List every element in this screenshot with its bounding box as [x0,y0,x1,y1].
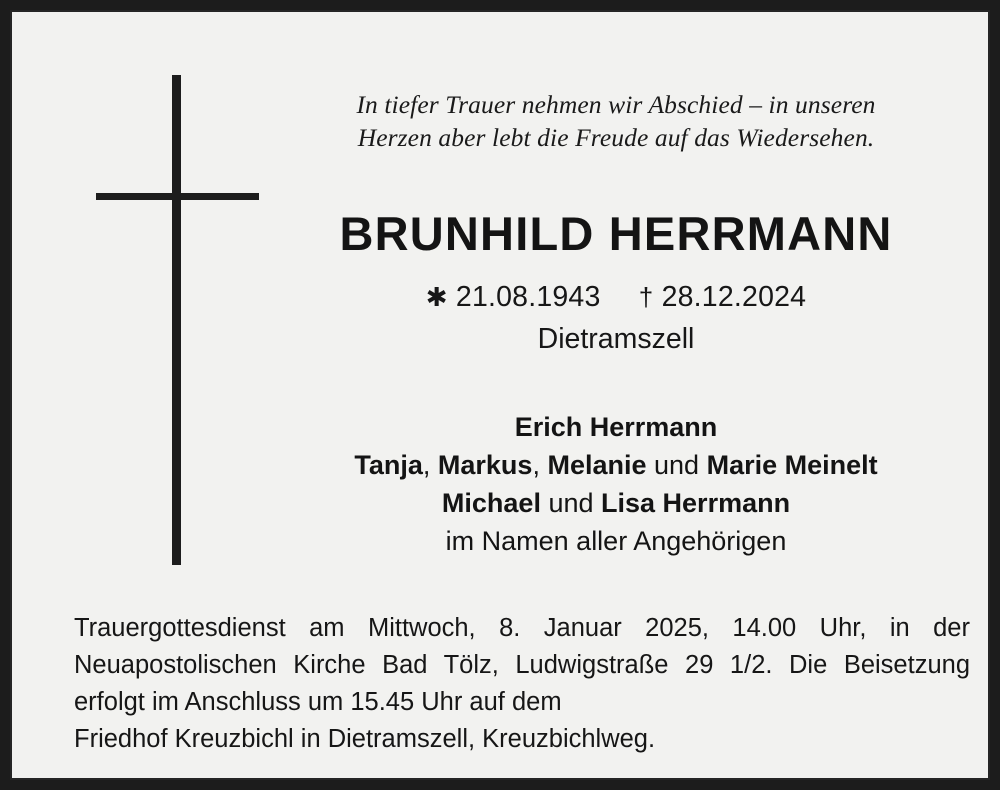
conjunction-2: und [540,488,602,518]
service-text: Trauergottesdienst am Mittwoch, 8. Januar 2025, 14.00 Uhr, in der Neuapostolischen Kirche Bad Tölz, Ludwigstraße 29 1/2. Die Beisetzung erfolgt im Anschluss um 15.45 Uhr auf dem [74,614,970,716]
deceased-name: BRUNHILD HERRMANN [339,207,893,260]
service-text-last-line: Friedhof Kreuzbichl in Dietramszell, Kreuzbichlweg. [74,725,656,753]
cross-vertical-bar [172,75,181,565]
comma-2: , [532,450,548,480]
family-member-lisa-herrmann: Lisa Herrmann [601,488,791,518]
family-list [262,408,970,560]
service-information [74,610,970,758]
family-member-marie-meinelt: Marie Meinelt [706,450,878,480]
conjunction-1: und [646,450,707,480]
birth-symbol-icon: ✱ [425,282,448,312]
family-line-3 [262,484,970,522]
cross-symbol-icon: † [638,282,654,312]
death-date: 28.12.2024 [661,281,807,313]
epitaph [262,88,970,154]
epitaph-line-2: Herzen aber lebt die Freude auf das Wiedersehen. [357,123,875,152]
family-member-tanja: Tanja [354,450,423,480]
family-line-2 [262,446,970,484]
family-member-michael: Michael [441,488,541,518]
obituary-page [34,30,970,764]
family-member-melanie: Melanie [547,450,647,480]
obituary-content [262,88,970,560]
cross-icon [74,75,259,565]
family-line-4: im Namen aller Angehörigen [445,526,787,556]
place-of-residence: Dietramszell [537,323,695,355]
family-member-markus: Markus [437,450,533,480]
obituary-card [10,10,990,780]
epitaph-line-1: In tiefer Trauer nehmen wir Abschied – in unseren [356,90,876,119]
life-dates [262,281,970,314]
cross-horizontal-bar [96,193,259,200]
family-line-1: Erich Herrmann [514,412,718,442]
birth-date: 21.08.1943 [455,281,601,313]
comma-1: , [422,450,438,480]
